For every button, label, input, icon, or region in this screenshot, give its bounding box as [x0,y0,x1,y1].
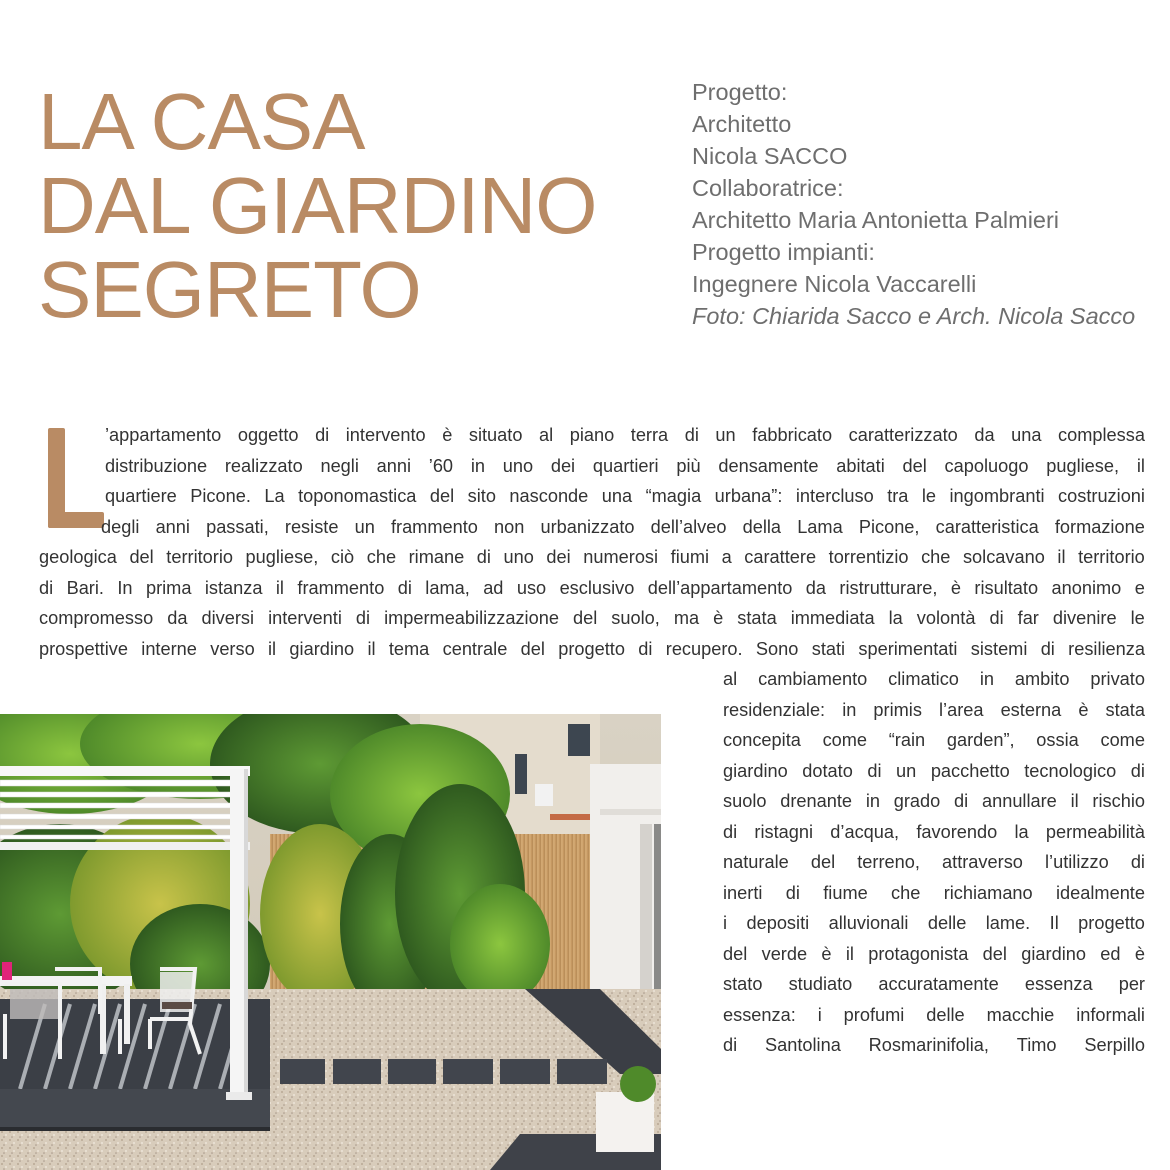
word: delle [927,913,967,933]
word: del [129,547,154,567]
word: di [355,608,371,628]
title-line-3: SEGRETO [38,245,421,334]
word: “magia [645,486,702,506]
word: drenante [780,791,853,811]
word: In [117,577,133,598]
word: quartiere [105,486,177,506]
word: in [979,669,994,689]
word: stati [811,638,846,659]
article-title [38,77,678,334]
word: frammento [390,516,478,537]
word: lama, [425,577,470,598]
word: dotato [802,760,853,781]
word: il [1136,455,1145,476]
word: di [315,425,330,445]
word: quartieri [592,455,659,476]
word: di [954,791,969,811]
word: essenza [1024,974,1093,994]
body-line [723,756,1145,787]
word: dell’appartamento [647,577,793,598]
word: passati, [206,516,269,537]
word: Timo [1016,1035,1057,1055]
body-column-paragraph [723,664,1145,1061]
word: esclusivo [559,577,635,598]
word: divenire [1052,608,1117,628]
word: giardino [289,638,355,659]
body-line [723,664,1145,695]
credit-line: Ingegnere Nicola Vaccarelli [692,271,977,297]
word: diversi [201,608,255,628]
word: che [366,547,397,567]
word: l’utilizzo [1045,852,1109,872]
word: grado [893,791,941,811]
word: il [268,638,277,659]
word: Santolina [764,1035,841,1055]
body-intro-paragraph [101,420,1145,542]
word: di [476,547,491,567]
word: sperimentati [858,638,958,659]
word: i [817,1004,822,1025]
word: una [1011,425,1042,445]
word: giardino [1021,943,1086,964]
word: primis [873,699,922,720]
word: suolo [723,791,767,811]
word: da [805,577,827,598]
word: le [1130,608,1145,628]
body-line [723,786,1145,817]
word: oggetto [237,425,299,445]
word: un [896,760,917,781]
word: la [888,608,903,628]
word: concepita [723,730,801,750]
word: di [1130,760,1145,781]
word: piano [569,425,615,445]
word: territorio [166,547,233,567]
word: il [845,943,854,964]
word: attraverso [942,852,1023,872]
word: anni [155,516,190,537]
word: di [1130,852,1145,872]
body-line [101,512,1145,543]
body-line [39,542,1145,573]
word: Serpillo [1084,1035,1145,1055]
word: per [1118,974,1145,994]
word: di [723,1035,738,1055]
word: del [429,486,455,506]
word: sistemi [970,638,1028,659]
word: complessa [1058,425,1145,445]
word: recupero. [665,638,743,659]
credit-line: Collaboratrice: [692,175,844,201]
word: del [572,608,598,628]
word: che [921,547,951,567]
word: densamente [718,455,819,476]
word: ingombranti [949,486,1045,506]
word: idealmente [1056,882,1145,903]
word: il [1057,547,1066,567]
word: è [1078,699,1089,720]
word: essenza: [723,1004,796,1025]
word: cambiamento [758,669,868,689]
word: immediata [790,608,875,628]
word: degli [101,516,140,537]
body-line [723,1000,1145,1031]
word: fabbricato [752,425,833,445]
word: non [494,516,525,537]
word: di [785,882,800,903]
body-line [723,908,1145,939]
body-line [723,725,1145,756]
word: alluvionali [828,913,909,933]
word: di [638,638,653,659]
word: intervento [345,425,426,445]
word: d’acqua, [830,821,900,842]
word: informali [1076,1004,1145,1025]
word: capoluogo [944,455,1029,476]
word: risultato [974,577,1039,598]
word: suolo, [611,608,660,628]
body-full-paragraph [39,542,1145,664]
word: ed [1100,943,1121,964]
credit-line: Architetto [692,111,792,137]
word: è [950,577,961,598]
body-line [723,1030,1145,1061]
dropcap-letter-l [46,428,104,528]
word: a [721,547,732,567]
credit-line: Progetto impianti: [692,239,875,265]
word: lame. [985,913,1031,933]
word: delle [926,1004,965,1025]
word: centrale [442,638,508,659]
garden-photo [0,714,661,1170]
word: tra [887,486,909,506]
word: in [842,699,857,720]
word: privato [1090,669,1145,689]
body-line [105,451,1145,482]
word: il [1070,791,1079,811]
word: istanza [204,577,263,598]
word: progetto [558,638,625,659]
title-line-1: LA CASA [38,77,365,166]
word: ’appartamento [105,425,222,445]
word: realizzato [224,455,303,476]
word: urbana”: [714,486,783,506]
word: prospettive [39,638,128,659]
word: torrentizio [828,547,909,567]
body-line [39,573,1145,604]
word: interne [141,638,197,659]
word: stato [723,974,763,994]
body-line [723,969,1145,1000]
word: di [397,577,412,598]
word: dei [546,547,571,567]
word: progetto [1078,913,1145,933]
word: carattere [744,547,817,567]
word: ristagni [754,821,814,842]
word: urbanizzato [540,516,635,537]
word: è [713,608,724,628]
word: richiamano [943,882,1033,903]
word: del [723,943,748,964]
word: territorio [1078,547,1145,567]
body-line [723,939,1145,970]
word: permeabilità [1045,821,1145,842]
word: Rosmarinifolia, [868,1035,989,1055]
word: compromesso [39,608,154,628]
word: ossia [1036,730,1079,750]
word: profumi [843,1004,905,1025]
word: Picone, [858,516,920,537]
word: annullare [981,791,1057,811]
word: nasconde [509,486,589,506]
word: pacchetto [930,760,1010,781]
word: del [902,455,927,476]
word: fiumi [670,547,710,567]
word: Picone. [190,486,251,506]
word: caratteristica [935,516,1039,537]
word: geologica [39,547,117,567]
word: di [989,608,1004,628]
word: formazione [1054,516,1145,537]
body-line [723,878,1145,909]
word: frammento [297,577,385,598]
word: abitati [836,455,885,476]
credit-line: Architetto Maria Antonietta Palmieri [692,207,1060,233]
word: inerti [723,882,763,903]
word: del [982,943,1007,964]
word: è [442,425,453,445]
word: interventi [268,608,342,628]
word: ma [673,608,700,628]
word: ad [483,577,504,598]
word: depositi [746,913,810,933]
word: è [1134,943,1145,964]
word: i [723,913,728,933]
word: terra [630,425,669,445]
word: Sono [755,638,799,659]
word: dei [550,455,576,476]
word: rimane [408,547,465,567]
credit-line: Progetto: [692,79,788,105]
word: al [723,669,738,689]
word: che [891,882,921,903]
project-credits [692,76,1162,332]
word: di [39,577,54,598]
word: anonimo [1051,577,1122,598]
word: di [867,760,882,781]
word: garden”, [946,730,1015,750]
word: negli [320,455,359,476]
body-line [723,847,1145,878]
word: rischio [1092,791,1145,811]
word: stata [1105,699,1145,720]
body-line [723,817,1145,848]
word: macchie [986,1004,1055,1025]
word: esterna [1000,699,1062,720]
word: Bari. [66,577,104,598]
word: ciò [330,547,355,567]
word: uno [502,455,534,476]
word: far [1017,608,1039,628]
word: di [684,425,699,445]
word: di [723,821,738,842]
word: distribuzione [105,455,208,476]
word: uso [516,577,547,598]
word: La [264,486,285,506]
word: il [275,577,284,598]
body-line [39,634,1145,665]
word: un [354,516,375,537]
word: anni [376,455,412,476]
word: accuratamente [878,974,999,994]
photo-credit: Foto: Chiarida Sacco e Arch. Nicola Sacco [692,303,1136,329]
word: sito [467,486,496,506]
word: numerosi [583,547,659,567]
word: protagonista [868,943,969,964]
word: l’area [939,699,984,720]
body-line [105,481,1145,512]
word: residenziale: [723,699,826,720]
word: impermeabilizzazione [384,608,559,628]
word: tema [388,638,430,659]
word: di [1040,638,1055,659]
word: più [676,455,701,476]
word: intercluso [795,486,874,506]
word: in [470,455,485,476]
word: il [367,638,376,659]
garden-image [0,714,661,1170]
word: una [601,486,633,506]
word: ambito [1014,669,1070,689]
word: tecnologico [1024,760,1117,781]
word: Lama [797,516,843,537]
word: solcavano [962,547,1045,567]
word: come [1100,730,1145,750]
dropcap-l-icon [46,428,104,528]
word: verso [210,638,255,659]
word: fiume [823,882,868,903]
word: da [167,608,188,628]
word: è [821,943,832,964]
word: stata [737,608,777,628]
word: Il [1049,913,1059,933]
word: le [921,486,937,506]
word: situato [468,425,523,445]
body-line [105,420,1145,451]
word: verde [761,943,808,964]
credit-line: Nicola SACCO [692,143,848,169]
title-line-2: DAL GIARDINO [38,161,597,250]
word: ’60 [428,455,454,476]
word: volontà [916,608,976,628]
word: la [1014,821,1029,842]
word: come [822,730,868,750]
word: giardino [723,760,788,781]
word: climatico [888,669,959,689]
word: prima [145,577,192,598]
body-line [39,603,1145,634]
word: resiste [284,516,339,537]
word: dell’alveo [650,516,727,537]
word: ristrutturare, [839,577,938,598]
word: da [974,425,995,445]
word: resilienza [1068,638,1145,659]
word: caratterizzato [848,425,958,445]
word: pugliese, [1046,455,1120,476]
word: un [715,425,736,445]
word: del [810,852,836,872]
word: favorendo [916,821,998,842]
word: e [1134,577,1145,598]
word: studiato [788,974,853,994]
word: pugliese, [245,547,319,567]
word: in [865,791,880,811]
body-line [723,695,1145,726]
word: uno [503,547,534,567]
word: al [539,425,554,445]
word: “rain [888,730,926,750]
word: naturale [723,852,789,872]
word: terreno, [857,852,920,872]
word: della [742,516,782,537]
word: del [520,638,545,659]
word: costruzioni [1058,486,1145,506]
word: toponomastica [298,486,417,506]
